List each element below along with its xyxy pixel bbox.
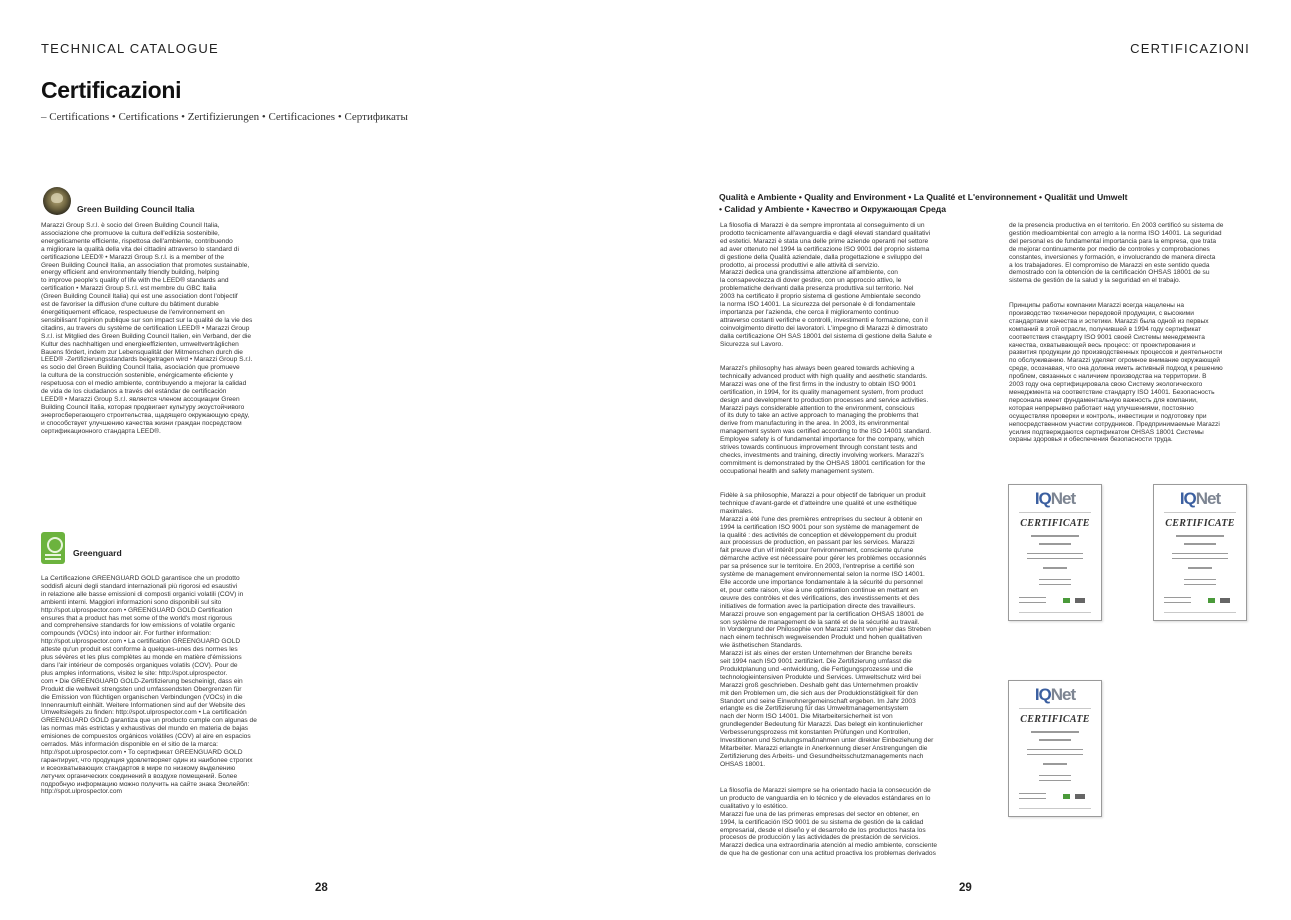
catalogue-header: TECHNICAL CATALOGUE [41,41,219,56]
quality-text-es-cont: de la presencia productiva en el territorio. En 2003 certificó su sistema de gestión medioambiental con arreglo a la norma ISO 14001. La seguridad del personal es de fundamental importancia para la empresa, que trata de mejorar continuamente por medio de controles y comprobaciones constantes, inversiones y formación, e involucrando de manera directa a los trabajadores. El compromiso de Marazzi en este sentido queda demostrado con la obtención de la certificación OHSAS 18001 de su sistema de gestión de la salud y la seguridad en el trabajo. [1009,222,1224,285]
quality-text-en: Marazzi's philosophy has always been geared towards achieving a technically advanced product with high quality and aesthetic standards. Marazzi was one of the first firms in the industry to obtain ISO 9001 certification, in 1994, for its quality management system, from product design and development to production processes and service activities. Marazzi pays considerable attention to the environment, conscious of its duty to take an active approach to managing the problems that derive from manufacturing in the area. In 2003, its environmental management system was certified according to the ISO 14001 standard. Employee safety is of fundamental importance for the company, which strives towards continuous improvement through constant tests and checks, investments and training, directly involving workers. Marazzi's commitment is demonstrated by the OHSAS 18001 certification for the occupational health and safety management system. [720,365,932,475]
section-header: CERTIFICAZIONI [1130,41,1250,56]
certificate-title: CERTIFICATE [1165,518,1235,529]
certificate-title: CERTIFICATE [1020,714,1090,725]
greenguard-heading: Greenguard [73,548,122,558]
quality-heading-line2: • Calidad y Ambiente • Качество и Окружающая Среда [719,204,946,214]
quality-text-es: La filosofía de Marazzi siempre se ha orientado hacia la consecución de un producto de vanguardia en lo técnico y de elevados estándares en lo cualitativo y lo estético. Marazzi fue una de las primeras empresas del sector en obtener, en 1994, la certificación ISO 9001 de su sistema de gestión de la calidad empresarial, desde el diseño y el desarrollo de los productos hasta los procesos de producción y las actividades de prestación de servicios. Marazzi dedica una extraordinaria atención al medio ambiente, consciente de que ha de gestionar con una actitud proactiva los problemas derivados [720,787,937,858]
iqnet-logo-icon: IQNet [1034,685,1076,704]
page-number-right: 29 [959,882,972,894]
gbc-body: Marazzi Group S.r.l. è socio del Green Building Council Italia, associazione che promuove la cultura dell'edilizia sostenibile, energeticamente efficiente, rispettosa dell'ambiente, contribuendo a migliorare la qualità della vita dei cittadini attraverso lo standard di certificazione LEED® • Marazzi Group S.r.l. is a member of the Green Building Council Italia, an association that promotes sustainable, energy efficient and environmentally friendly building, helping to improve people's quality of life with the LEED® standards and certification • Marazzi Group S.r.l. est membre du GBC Italia (Green Building Council Italia) qui est une association dont l'objectif est de favoriser la diffusion d'une culture du bâtiment durable énergétiquement efficace, respectueuse de l'environnement en sensibilisant l'opinion publique sur son impact sur la qualité de la vie des citadins, au travers du système de certification LEED® • Marazzi Group S.r.l. ist Mitglied des Green Building Council Italien, ein Verband, der die Kultur des nachhaltigen und energieeffizienten, umweltverträglichen Bauens fördert, indem zur Lebensqualität der Mitmenschen durch die LEED® -Zertifizierungsstandards beigetragen wird • Marazzi Group S.r.l. es socio del Green Building Council Italia, asociación que promueve la cultura de la construcción sostenible, enérgicamente eficiente y respetuosa con el medio ambiente, contribuyendo a mejorar la calidad de vida de los ciudadanos a través del estándar de certificación LEED® • Marazzi Group S.r.l. является членом ассоциации Green Building Council Italia, которая продвигает культуру экоустойчивого энергосберегающего строительства, щадящего окружающую среду, и способствует улучшению качества жизни граждан посредством сертификационного стандарта LEED®. [41,222,253,435]
quality-heading-line1: Qualità e Ambiente • Quality and Environment • La Qualité et L'environnement • Qualität und Umwelt [719,192,1128,202]
iqnet-logo-icon: IQNet [1034,489,1076,508]
gbc-italia-logo-icon [43,187,71,215]
iqnet-certificate-3 [1008,680,1102,817]
iqnet-certificate-1 [1008,484,1102,621]
gbc-heading: Green Building Council Italia [77,204,195,214]
page-number-left: 28 [315,882,328,894]
page-title: Certificazioni [41,77,182,103]
page-subtitle: – Certifications • Certifications • Zertifizierungen • Certificaciones • Сертификаты [41,111,408,123]
quality-text-ru: Принципы работы компании Marazzi всегда нацелены на производство технически передовой продукции, с высокими стандартами качества и эстетики. Marazzi была одной из первых компаний в этой отрасли, получившей в 1994 году сертификат соответствия стандарту ISO 9001 своей Системы менеджмента качества, охватывающей весь процесс: от проектирования и развития продукции до производственных процессов и деятельности по обслуживанию. Marazzi уделяет огромное внимание окружающей среде, осознавая, что она должна иметь активный подход к решению проблем, связанных с наличием производства на территории. В 2003 году она сертифицировала свою Систему экологического менеджмента на соответствие стандарту ISO 14001. Безопасность персонала имеет фундаментальную важность для компании, которая непрерывно работает над улучшениями, постоянно осуществляя проверки и контроль, инвестиции и подготовку при непосредственном участии сотрудников. Предпринимаемые Marazzi усилия подтверждаются сертификатом OHSAS 18001 Системы охраны здоровья и обеспечения безопасности труда. [1009,302,1223,444]
quality-text-it: La filosofia di Marazzi è da sempre improntata al conseguimento di un prodotto tecnicamente all'avanguardia e dagli elevati standard qualitativi ed estetici. Marazzi è stata una delle prime aziende operanti nel settore ad aver ottenuto nel 1994 la certificazione ISO 9001 del proprio sistema di gestione della Qualità aziendale, dalla progettazione e sviluppo del prodotto, ai processi produttivi e alle attività di servizio. Marazzi dedica una grandissima attenzione all'ambiente, con la consapevolezza di dover gestire, con un approccio attivo, le problematiche derivanti dalla presenza produttiva sul territorio. Nel 2003 ha certificato il proprio sistema di gestione Ambientale secondo la norma ISO 14001. La sicurezza del personale è di fondamentale importanza per l'azienda, che cerca il miglioramento continuo attraverso costanti verifiche e controlli, investimenti e formazione, con il coinvolgimento diretto dei lavoratori. L'impegno di Marazzi è dimostrato dalla certificazione OH SAS 18001 del sistema di gestione della Salute e Sicurezza sul Lavoro. [720,222,932,348]
iqnet-certificate-2 [1153,484,1247,621]
greenguard-logo-icon [41,532,65,564]
iqnet-logo-icon: IQNet [1179,489,1221,508]
certificate-title: CERTIFICATE [1020,518,1090,529]
quality-text-fr-de: Fidèle à sa philosophie, Marazzi a pour objectif de fabriquer un produit technique d'avant-garde et d'atteindre une qualité et une esthétique maximales. Marazzi a été l'une des premières entreprises du secteur à obtenir en 1994 la certification ISO 9001 pour son système de management de la qualité : des activités de conception et développement du produit aux processus de production, en passant par les services. Marazzi fait preuve d'un vif intérêt pour l'environnement, consciente qu'une démarche active est nécessaire pour gérer les problèmes occasionnés par sa présence sur le territoire. En 2003, l'entreprise a certifié son système de management environnemental selon la norme ISO 14001. Elle accorde une importance fondamentale à la sécurité du personnel et, pour cette raison, vise à une optimisation continue en mettant en œuvre des contrôles et des vérifications, des investissements et des initiatives de formation avec la participation directe des travailleurs. Marazzi prouve son engagement par la certification OHSAS 18001 de son système de management de la santé et de la sécurité au travail. In Vordergrund der Philosophie von Marazzi steht von jeher das Streben nach einem technisch wegweisenden Produkt und hohen qualitativen wie ästhetischen Standards. Marazzi ist als eines der ersten Unternehmen der Branche bereits seit 1994 nach ISO 9001 zertifiziert. Die Zertifizierung umfasst die Produktplanung und -entwicklung, die Fertigungsprozesse und die technologieintensiven Produkte und Services. Umweltschutz wird bei Marazzi groß geschrieben. Deshalb geht das Unternehmen proaktiv mit den Problemen um, die sich aus der Produktionstätigkeit für den Standort und seine Einwohnergemeinschaft ergeben. Im Jahr 2003 erlangte es die Zertifizierung für das Umweltmanagementsystem nach der Norm ISO 14001. Die Mitarbeitersicherheit ist von grundlegender Bedeutung für Marazzi. Das belegt ein kontinuierlicher Verbesserungsprozess mit konstanten Prüfungen und Kontrollen, Investitionen und Schulungsmaßnahmen unter direkter Einbeziehung der Mitarbeiter. Marazzi erlangte in Anerkennung dieser Anstrengungen die Zertifizierung des Arbeits- und Gesundheitsschutzmanagements nach OHSAS 18001. [720,492,934,768]
greenguard-body: La Certificazione GREENGUARD GOLD garantisce che un prodotto soddisfi alcuni degli standard internazionali più rigorosi ed esaustivi in relazione alle basse emissioni di composti organici volatili (COV) in ambienti interni. Maggiori informazioni sono disponibili sul sito http://spot.ulprospector.com • GREENGUARD GOLD Certification ensures that a product has met some of the world's most rigorous and comprehensive standards for low emissions of volatile organic compounds (VOCs) into indoor air. For further information: http://spot.ulprospector.com • La certification GREENGUARD GOLD atteste qu'un produit est conforme à quelques-unes des normes les plus sévères et les plus complètes au monde en matière d'émissions dans l'air intérieur de composés organiques volatils (COV). Pour de plus amples informations, visitez le site: http://spot.ulprospector. com • Die GREENGUARD GOLD-Zertifizierung bescheinigt, dass ein Produkt die weltweit strengsten und umfassendsten Obergrenzen für die Emission von flüchtigen organischen Verbindungen (VOCs) in die Innenraumluft einhält. Weitere Informationen sind auf der Website des Umweltsiegels zu finden: http://spot.ulprospector.com • La certificación GREENGUARD GOLD garantiza que un producto cumple con algunas de las normas más estrictas y exhaustivas del mundo en materia de bajas emisiones de compuestos orgánicos volátiles (COV) al aire en espacios cerrados. Más información disponible en el sitio de la marca: http://spot.ulprospector.com • То сертификат GREENGUARD GOLD гарантирует, что продукция удовлетворяет один из наиболее строгих и всеохватывающих стандартов в мире по низкому выделению летучих органических соединений в воздухе помещений. Более подробную информацию можно получить на сайте знака Эколейбл: http://spot.ulprospector.com [41,575,257,796]
